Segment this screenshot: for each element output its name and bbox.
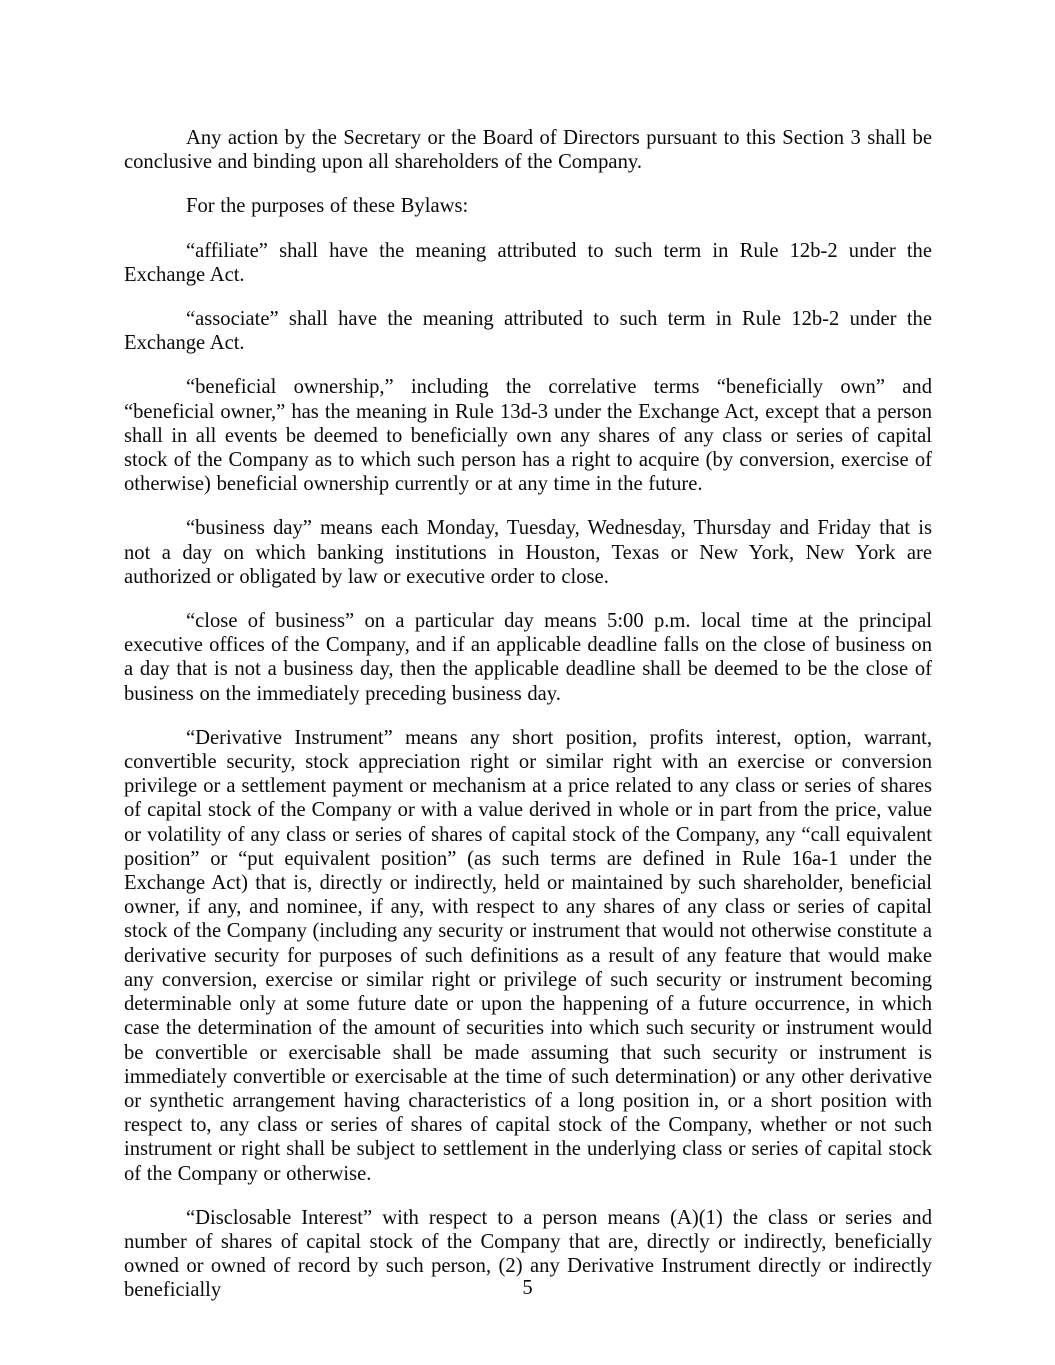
- paragraph-definition-disclosable-interest: “Disclosable Interest” with respect to a person means (A)(1) the class or series and number of shares of capital stock of the Company that are, directly or indirectly, beneficially owned or owned of record by such person, (2) any Derivative Instrument directly or indirectly beneficially: [124, 1206, 932, 1302]
- paragraph-definition-business-day: “business day” means each Monday, Tuesday, Wednesday, Thursday and Friday that is not a day on which banking institutions in Houston, Texas or New York, New York are authorized or obligated by law or executive order to close.: [124, 517, 932, 588]
- paragraph-definition-derivative-instrument: “Derivative Instrument” means any short position, profits interest, option, warrant, convertible security, stock appreciation right or similar right with an exercise or conversion privilege or a settlement payment or mechanism at a price related to any class or series of shares of capital stock of the Company or with a value derived in whole or in part from the price, value or volatility of any class or series of shares of capital stock of the Company, any “call equivalent position” or “put equivalent position” (as such terms are defined in Rule 16a-1 under the Exchange Act) that is, directly or indirectly, held or maintained by such shareholder, beneficial owner, if any, and nominee, if any, with respect to any shares of any class or series of capital stock of the Company (including any security or instrument that would not otherwise constitute a derivative security for purposes of such definitions as a result of any feature that would make any conversion, exercise or similar right or privilege of such security or instrument becoming determinable only at some future date or upon the happening of a future occurrence, in which case the determination of the amount of securities into which such security or instrument would be convertible or exercisable shall be made assuming that such security or instrument is immediately convertible or exercisable at the time of such determination) or any other derivative or synthetic arrangement having characteristics of a long position in, or a short position with respect to, any class or series of shares of capital stock of the Company, whether or not such instrument or right shall be subject to settlement in the underlying class or series of capital stock of the Company or otherwise.: [124, 726, 932, 1185]
- paragraph-any-action: Any action by the Secretary or the Board of Directors pursuant to this Section 3 shall be conclusive and binding upon all shareholders of the Company.: [124, 127, 932, 174]
- paragraph-purposes-intro: For the purposes of these Bylaws:: [186, 195, 469, 218]
- paragraph-definition-beneficial-ownership: “beneficial ownership,” including the correlative terms “beneficially own” and “beneficial owner,” has the meaning in Rule 13d-3 under the Exchange Act, except that a person shall in all events be deemed to beneficially own any shares of any class or series of capital stock of the Company as to which such person has a right to acquire (by conversion, exercise of otherwise) beneficial ownership currently or at any time in the future.: [124, 376, 932, 496]
- paragraph-definition-close-of-business: “close of business” on a particular day means 5:00 p.m. local time at the principal executive offices of the Company, and if an applicable deadline falls on the close of business on a day that is not a business day, then the applicable deadline shall be deemed to be the close of business on the immediately preceding business day.: [124, 610, 932, 705]
- paragraph-definition-affiliate: “affiliate” shall have the meaning attributed to such term in Rule 12b-2 under the Exchange Act.: [124, 239, 932, 286]
- page-number: 5: [522, 1277, 533, 1299]
- document-body: [124, 126, 932, 1323]
- paragraph-definition-associate: “associate” shall have the meaning attributed to such term in Rule 12b-2 under the Exchange Act.: [124, 308, 932, 355]
